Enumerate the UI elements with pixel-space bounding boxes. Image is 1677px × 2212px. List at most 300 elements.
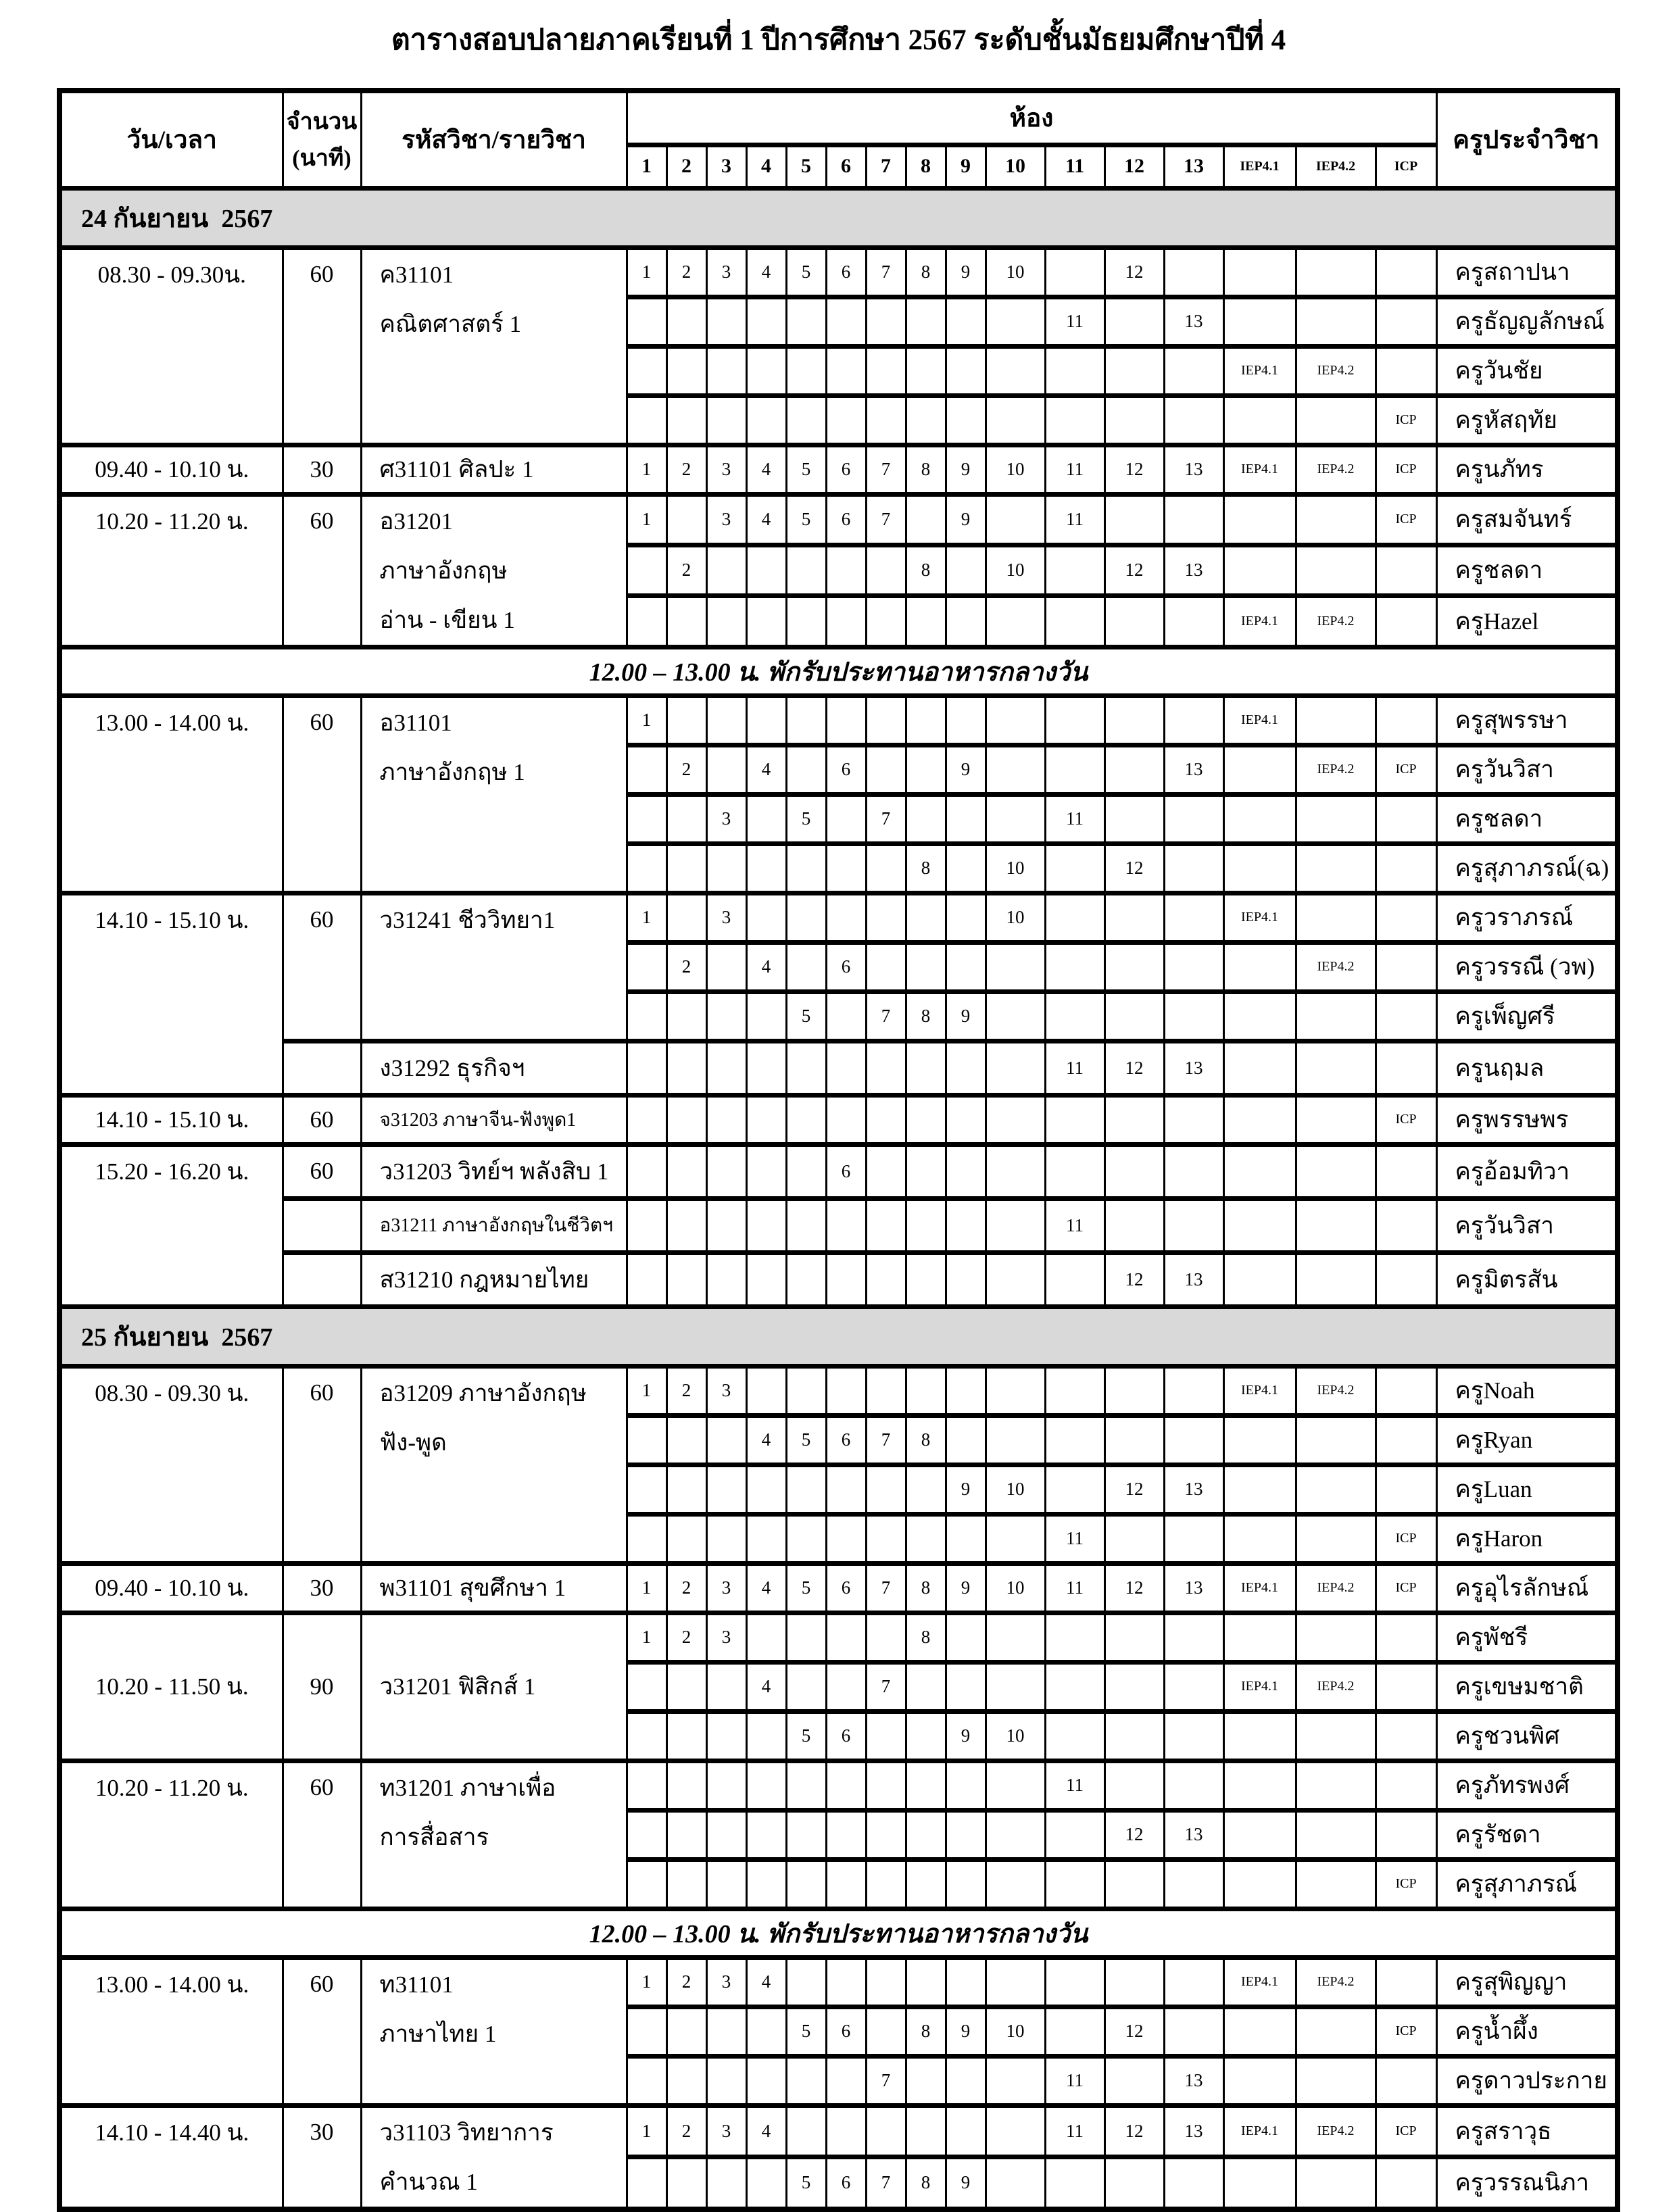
time-cell: 09.40 - 10.10 น. <box>59 445 283 494</box>
room-cell: 2 <box>666 445 706 494</box>
room-cell <box>866 695 906 745</box>
room-cell <box>986 794 1045 843</box>
room-cell: 3 <box>706 247 746 297</box>
room-cell <box>1376 794 1436 843</box>
room-cell <box>866 2105 906 2157</box>
room-cell <box>1223 2056 1296 2105</box>
subject-line: ภาษาไทย 1 <box>379 2020 497 2047</box>
room-cell: 8 <box>906 2007 946 2056</box>
date-bar-label: 25 กันยายน 2567 <box>59 1306 1618 1366</box>
room-cell <box>746 1514 786 1563</box>
room-cell <box>666 695 706 745</box>
room-cell <box>946 1041 986 1095</box>
teacher-cell: ครูชลดา <box>1436 545 1618 595</box>
room-cell <box>666 395 706 445</box>
room-cell: 12 <box>1104 843 1164 893</box>
time-cell <box>59 247 283 445</box>
room-cell: 3 <box>706 445 746 494</box>
room-cell <box>826 1366 866 1415</box>
subject-line: อ31101 <box>379 709 452 736</box>
subject-cell <box>361 1198 627 1252</box>
room-cell: 6 <box>826 1144 866 1198</box>
room-cell <box>906 1662 946 1711</box>
room-cell <box>1296 247 1376 297</box>
room-cell <box>1164 942 1223 991</box>
exam-row <box>59 1041 1618 1095</box>
duration-cell <box>283 494 361 647</box>
room-cell: 1 <box>627 893 666 942</box>
room-cell <box>826 695 866 745</box>
subject-cell <box>361 1957 627 2105</box>
room-cell <box>746 2157 786 2209</box>
room-cell <box>986 346 1045 395</box>
room-cell <box>1376 2157 1436 2209</box>
room-cell <box>706 843 746 893</box>
room-cell <box>906 1761 946 1810</box>
room-cell <box>1164 346 1223 395</box>
room-cell <box>786 1859 826 1909</box>
room-cell <box>906 794 946 843</box>
room-cell: 6 <box>826 1415 866 1465</box>
room-cell <box>666 1761 706 1810</box>
exam-row <box>59 1144 1618 1198</box>
room-cell <box>1223 1514 1296 1563</box>
room-cell <box>786 695 826 745</box>
room-cell <box>1104 745 1164 794</box>
room-cell <box>1164 991 1223 1041</box>
room-cell: ICP <box>1376 745 1436 794</box>
duration-cell <box>283 2105 361 2209</box>
room-cell <box>1296 2157 1376 2209</box>
room-cell <box>786 545 826 595</box>
room-cell: 11 <box>1045 297 1104 346</box>
room-cell: 11 <box>1045 445 1104 494</box>
room-cell <box>946 942 986 991</box>
room-cell <box>1104 1711 1164 1761</box>
room-cell <box>866 596 906 647</box>
duration-cell <box>283 1252 361 1306</box>
room-cell <box>1045 596 1104 647</box>
subject-line: ฟัง-พูด <box>379 1429 447 1456</box>
duration-cell <box>283 1761 361 1909</box>
room-cell: IEP4.1 <box>1223 596 1296 647</box>
room-cell <box>1164 2157 1223 2209</box>
room-cell <box>706 395 746 445</box>
room-cell <box>666 1415 706 1465</box>
room-cell <box>1223 545 1296 595</box>
room-cell: 10 <box>986 1465 1045 1514</box>
room-cell <box>746 1810 786 1859</box>
duration-cell <box>283 1041 361 1095</box>
subject-line: ว31203 วิทย์ฯ พลังสิบ 1 <box>379 1158 609 1185</box>
room-cell: 10 <box>986 893 1045 942</box>
room-cell <box>826 596 866 647</box>
room-cell <box>906 1252 946 1306</box>
room-cell <box>1104 395 1164 445</box>
room-cell <box>746 1366 786 1415</box>
room-cell: IEP4.2 <box>1296 745 1376 794</box>
subject-line: จ31203 ภาษาจีน-ฟังพูด1 <box>379 1109 577 1131</box>
room-cell <box>986 1095 1045 1144</box>
room-cell <box>986 1198 1045 1252</box>
room-cell <box>746 1711 786 1761</box>
room-cell: IEP4.1 <box>1223 1563 1296 1613</box>
room-cell <box>1104 596 1164 647</box>
room-cell <box>1296 1415 1376 1465</box>
room-cell <box>666 2007 706 2056</box>
room-cell <box>1104 1761 1164 1810</box>
room-cell <box>786 1252 826 1306</box>
room-cell <box>986 1366 1045 1415</box>
room-cell <box>1045 991 1104 1041</box>
room-cell <box>826 1761 866 1810</box>
room-cell: 9 <box>946 1563 986 1613</box>
page-title: ตารางสอบปลายภาคเรียนที่ 1 ปีการศึกษา 2567 ระดับชั้นมัธยมศึกษาปีที่ 4 <box>391 24 1286 56</box>
room-cell <box>946 1810 986 1859</box>
room-cell <box>1104 1859 1164 1909</box>
room-cell <box>706 346 746 395</box>
subject-line: อ่าน - เขียน 1 <box>379 606 515 633</box>
room-cell: 8 <box>906 991 946 1041</box>
time-label: 15.20 - 16.20 น. <box>95 1158 249 1185</box>
room-cell <box>706 1415 746 1465</box>
duration-label: 60 <box>310 1158 334 1184</box>
room-cell: 9 <box>946 991 986 1041</box>
teacher-cell: ครูภัทรพงศ์ <box>1436 1761 1618 1810</box>
duration-label: 60 <box>310 508 334 534</box>
room-cell <box>906 745 946 794</box>
room-cell <box>906 494 946 545</box>
room-cell: 10 <box>986 1711 1045 1761</box>
room-cell: 10 <box>986 247 1045 297</box>
room-cell <box>946 695 986 745</box>
room-cell: 11 <box>1045 1563 1104 1613</box>
room-cell <box>627 745 666 794</box>
duration-label: 60 <box>310 1774 334 1800</box>
room-cell <box>946 2056 986 2105</box>
room-cell <box>1296 494 1376 545</box>
room-cell: IEP4.2 <box>1296 942 1376 991</box>
room-cell <box>946 1198 986 1252</box>
room-cell <box>1104 494 1164 545</box>
room-cell: 5 <box>786 494 826 545</box>
room-cell: 7 <box>866 445 906 494</box>
subject-line: ค31101 <box>379 261 454 288</box>
room-cell <box>826 794 866 843</box>
duration-cell <box>283 1366 361 1563</box>
room-cell <box>826 1041 866 1095</box>
room-cell: IEP4.1 <box>1223 445 1296 494</box>
room-cell: 9 <box>946 2157 986 2209</box>
room-cell <box>826 1613 866 1662</box>
room-cell <box>946 1761 986 1810</box>
room-column-header-3: 3 <box>706 145 746 188</box>
room-cell <box>1376 843 1436 893</box>
room-cell <box>866 1198 906 1252</box>
room-cell <box>786 893 826 942</box>
room-cell <box>627 1144 666 1198</box>
time-cell <box>59 893 283 1095</box>
room-cell <box>1376 1810 1436 1859</box>
room-cell <box>826 1252 866 1306</box>
room-cell <box>627 1711 666 1761</box>
room-cell <box>1296 1252 1376 1306</box>
teacher-cell: ครูLuan <box>1436 1465 1618 1514</box>
room-cell <box>1376 1662 1436 1711</box>
room-column-header-8: 8 <box>906 145 946 188</box>
room-cell <box>786 1041 826 1095</box>
room-cell: 13 <box>1164 2105 1223 2157</box>
room-cell <box>627 1662 666 1711</box>
room-cell <box>786 745 826 794</box>
room-cell: 13 <box>1164 297 1223 346</box>
room-cell <box>986 1514 1045 1563</box>
room-cell <box>1376 1613 1436 1662</box>
room-column-header-6: 6 <box>826 145 866 188</box>
room-cell: 4 <box>746 247 786 297</box>
room-column-header-13: 13 <box>1164 145 1223 188</box>
room-cell: 2 <box>666 1366 706 1415</box>
room-cell: 3 <box>706 794 746 843</box>
room-cell: 1 <box>627 1957 666 2007</box>
room-cell <box>1296 843 1376 893</box>
room-cell: 8 <box>906 247 946 297</box>
teacher-cell: ครูนภัทร <box>1436 445 1618 494</box>
room-cell <box>1223 395 1296 445</box>
room-cell <box>1164 247 1223 297</box>
room-cell <box>706 1198 746 1252</box>
room-cell <box>826 1465 866 1514</box>
room-cell <box>706 1711 746 1761</box>
subject-cell <box>361 695 627 893</box>
room-cell <box>1104 1144 1164 1198</box>
exam-row <box>59 445 1618 494</box>
room-cell <box>706 1465 746 1514</box>
room-cell <box>786 1198 826 1252</box>
exam-row <box>59 494 1618 545</box>
room-cell <box>746 1859 786 1909</box>
room-cell: 3 <box>706 893 746 942</box>
room-cell <box>1223 942 1296 991</box>
room-cell: IEP4.2 <box>1296 445 1376 494</box>
subject-line: คณิตศาสตร์ 1 <box>379 310 522 337</box>
room-cell <box>1104 1366 1164 1415</box>
teacher-cell: ครูวรรณี (วพ) <box>1436 942 1618 991</box>
room-cell <box>1376 1415 1436 1465</box>
room-cell: 5 <box>786 247 826 297</box>
room-cell <box>666 794 706 843</box>
room-cell: 7 <box>866 1662 906 1711</box>
room-cell <box>1104 1514 1164 1563</box>
room-cell <box>826 346 866 395</box>
room-cell <box>1164 1095 1223 1144</box>
room-cell: 13 <box>1164 1041 1223 1095</box>
room-cell <box>866 1041 906 1095</box>
room-cell <box>1223 1252 1296 1306</box>
room-cell <box>1223 991 1296 1041</box>
room-cell <box>1045 695 1104 745</box>
room-cell <box>1104 1613 1164 1662</box>
room-cell: ICP <box>1376 1563 1436 1613</box>
room-cell <box>627 1514 666 1563</box>
room-cell <box>1045 1415 1104 1465</box>
room-cell: ICP <box>1376 1095 1436 1144</box>
room-cell <box>1104 991 1164 1041</box>
room-cell <box>866 1711 906 1761</box>
room-cell: 4 <box>746 745 786 794</box>
room-cell: 7 <box>866 247 906 297</box>
room-cell <box>906 2105 946 2157</box>
room-cell <box>866 1465 906 1514</box>
room-cell <box>906 1095 946 1144</box>
exam-table-body <box>59 188 1618 2209</box>
room-cell <box>706 942 746 991</box>
duration-header-line1: จำนวน <box>286 109 358 135</box>
room-cell: IEP4.2 <box>1296 1957 1376 2007</box>
room-cell <box>826 1662 866 1711</box>
teacher-cell: ครูเขษมชาติ <box>1436 1662 1618 1711</box>
room-cell: 13 <box>1164 745 1223 794</box>
room-cell <box>986 2056 1045 2105</box>
room-cell: 4 <box>746 942 786 991</box>
room-cell <box>1164 494 1223 545</box>
room-cell <box>666 1859 706 1909</box>
room-cell: 1 <box>627 247 666 297</box>
room-cell <box>946 1252 986 1306</box>
room-cell <box>946 1859 986 1909</box>
room-cell <box>986 1613 1045 1662</box>
room-cell <box>946 893 986 942</box>
room-cell <box>1376 695 1436 745</box>
room-cell <box>906 1957 946 2007</box>
duration-label: 60 <box>310 709 334 735</box>
room-cell <box>666 1810 706 1859</box>
room-cell: 9 <box>946 445 986 494</box>
room-cell <box>666 893 706 942</box>
room-cell <box>706 1252 746 1306</box>
room-cell: 10 <box>986 545 1045 595</box>
teacher-cell: ครูรัชดา <box>1436 1810 1618 1859</box>
room-cell <box>826 1810 866 1859</box>
room-cell <box>1164 695 1223 745</box>
room-cell <box>666 1662 706 1711</box>
room-cell: IEP4.2 <box>1296 346 1376 395</box>
room-column-header-10: 10 <box>986 145 1045 188</box>
date-bar-label: 24 กันยายน 2567 <box>59 188 1618 247</box>
room-cell <box>1223 745 1296 794</box>
room-cell: 5 <box>786 794 826 843</box>
room-cell <box>1164 893 1223 942</box>
room-cell <box>1223 1144 1296 1198</box>
subject-line: คำนวณ 1 <box>379 2168 478 2195</box>
room-cell: IEP4.1 <box>1223 893 1296 942</box>
room-cell: 4 <box>746 494 786 545</box>
room-cell <box>826 1095 866 1144</box>
room-cell: 10 <box>986 445 1045 494</box>
room-cell: 5 <box>786 1415 826 1465</box>
room-cell: ICP <box>1376 494 1436 545</box>
room-cell <box>1104 1095 1164 1144</box>
room-cell <box>1376 1711 1436 1761</box>
room-cell <box>1164 1613 1223 1662</box>
room-cell: 6 <box>826 942 866 991</box>
room-cell: 8 <box>906 1613 946 1662</box>
room-cell <box>746 843 786 893</box>
room-cell: 3 <box>706 1957 746 2007</box>
exam-row <box>59 1198 1618 1252</box>
room-cell <box>866 1761 906 1810</box>
room-cell <box>986 745 1045 794</box>
teacher-cell: ครูสุภาภรณ์ <box>1436 1859 1618 1909</box>
room-cell <box>1045 1711 1104 1761</box>
room-cell: 9 <box>946 1711 986 1761</box>
room-cell <box>946 1144 986 1198</box>
room-cell: 4 <box>746 1415 786 1465</box>
room-cell <box>666 346 706 395</box>
room-cell <box>627 991 666 1041</box>
room-cell: 8 <box>906 2157 946 2209</box>
room-cell <box>1045 942 1104 991</box>
room-cell <box>946 545 986 595</box>
exam-row <box>59 1761 1618 1810</box>
time-cell <box>59 1761 283 1909</box>
room-cell <box>946 843 986 893</box>
room-cell <box>746 545 786 595</box>
duration-label <box>284 1255 360 1304</box>
room-cell <box>627 596 666 647</box>
room-cell <box>866 942 906 991</box>
col-header-duration <box>283 91 361 188</box>
room-cell <box>666 297 706 346</box>
exam-row <box>59 2105 1618 2157</box>
room-cell: IEP4.2 <box>1296 596 1376 647</box>
teacher-cell: ครูอ้อมทิวา <box>1436 1144 1618 1198</box>
room-cell <box>866 346 906 395</box>
duration-cell <box>283 695 361 893</box>
room-cell <box>946 297 986 346</box>
room-cell <box>946 1662 986 1711</box>
subject-line: ว31201 ฟิสิกส์ 1 <box>379 1673 536 1700</box>
room-cell: 4 <box>746 1563 786 1613</box>
room-cell: 9 <box>946 1465 986 1514</box>
subject-cell <box>361 1761 627 1909</box>
room-column-header-7: 7 <box>866 145 906 188</box>
subject-cell <box>361 1366 627 1563</box>
room-cell <box>1045 2007 1104 2056</box>
room-cell <box>1376 1252 1436 1306</box>
room-cell: IEP4.1 <box>1223 1957 1296 2007</box>
duration-label <box>284 1043 360 1093</box>
room-cell <box>627 1198 666 1252</box>
room-cell <box>1045 893 1104 942</box>
room-column-header-12: 12 <box>1104 145 1164 188</box>
exam-table-header <box>59 91 1618 188</box>
room-cell <box>1223 1041 1296 1095</box>
exam-table <box>57 88 1620 2212</box>
room-cell <box>706 745 746 794</box>
room-cell <box>1223 1613 1296 1662</box>
room-cell <box>1164 1711 1223 1761</box>
room-cell <box>627 794 666 843</box>
col-header-subject: รหัสวิชา/รายวิชา <box>361 91 627 188</box>
room-cell: 6 <box>826 1711 866 1761</box>
teacher-cell: ครูมิตรสัน <box>1436 1252 1618 1306</box>
room-cell <box>986 596 1045 647</box>
room-cell <box>906 2056 946 2105</box>
room-cell <box>1296 695 1376 745</box>
room-cell <box>946 596 986 647</box>
subject-line: ท31101 <box>379 1971 454 1998</box>
